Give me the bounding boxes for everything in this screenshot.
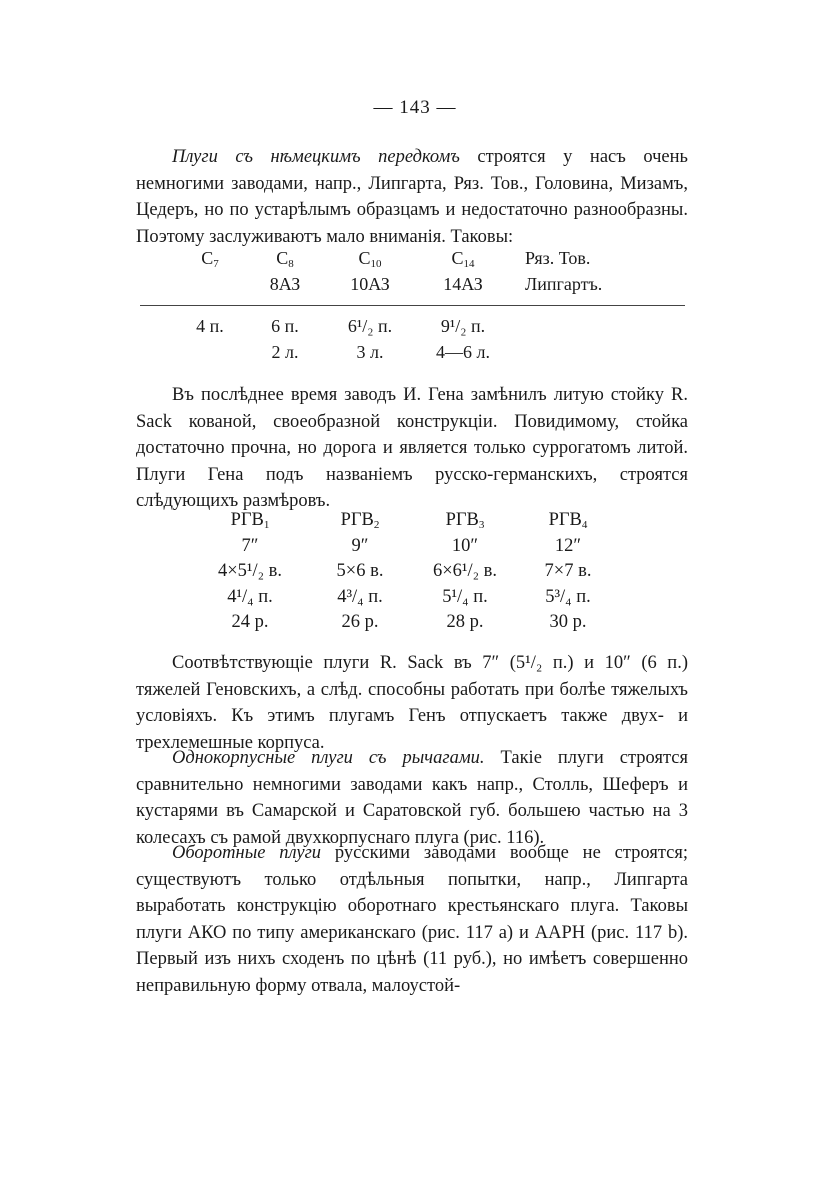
table-cell: 28 р.: [446, 612, 484, 632]
table-cell: 6×6¹/₂ в.: [432, 561, 498, 581]
table-header-cell: $РГВ_3$: [445, 510, 485, 531]
paragraph-text: Соотвѣтствующіе плуги R. Sack въ 7″ (5¹/₂ п.) и 10″ (6 п.) тяжелей Геновскихъ, а слѣд. способны работать при болѣе тяжелыхъ условіяхъ. Къ этимъ плугамъ Генъ отпускаетъ также двух- и трехлемешные корпуса.: [136, 653, 688, 753]
table-row: [200, 561, 620, 587]
table-cell: 2 л.: [271, 342, 299, 362]
table-header-cell: $РГВ_2$: [340, 510, 380, 531]
table-cell: 5×6 в.: [336, 561, 384, 581]
paragraph-text: Такіе плуги строятся сравнительно немногими заводами какъ напр., Столль, Шеферъ и кустарями въ Самарской и Саратовской губ. большею частью на 3 колесахъ съ рамой двухкорпуснаго плуга (рис. 116).: [136, 748, 688, 848]
paragraph-text: Въ послѣднее время заводъ И. Гена замѣнилъ литую стойку R. Sack кованой, своеобразной конструкціи. Повидимому, стойка достаточно прочна, но дорога и является только суррогатомъ литой. Плуги Гена подъ названіемъ русско-германскихъ, строятся слѣдующихъ размѣровъ.: [136, 385, 688, 511]
paragraph-single-body-plows: [136, 745, 688, 851]
italic-heading: Оборотные плуги: [172, 843, 322, 863]
plow-models-table: [160, 248, 680, 300]
italic-heading: Однокорпусные плуги съ рычагами.: [172, 748, 485, 768]
table-row: [200, 536, 620, 562]
table-cell: 10АЗ: [350, 274, 390, 294]
paragraph-gena-plow: [136, 382, 688, 515]
paragraph-rsack-comparison: [136, 650, 688, 756]
table-cell: 9¹/₂ п.: [440, 316, 486, 336]
paragraph-german-forecarriage: [136, 144, 688, 250]
table-row: [200, 587, 620, 613]
table-row: [200, 612, 620, 638]
table-cell: Липгартъ.: [525, 274, 603, 294]
table-cell: 8АЗ: [269, 274, 301, 294]
paragraph-text: русскими заводами вообще не строятся; существуютъ только отдѣльныя попытки, напр., Липгарта выработать конструкцію оборотнаго крестьянскаго плуга. Таковы плуги АКО по типу американскаго (рис. 117 а) и ААРН (рис. 117 b). Первый изъ нихъ сходенъ по цѣнѣ (11 руб.), но имѣетъ совершенно неправильную форму отвала, малоустой-: [136, 843, 688, 996]
table-header-cell: $C_8$: [276, 248, 294, 270]
table-cell: 26 р.: [341, 612, 379, 632]
table-row: [160, 274, 680, 300]
table-cell: 7″: [241, 535, 259, 556]
table-cell: 24 р.: [231, 612, 269, 632]
table-cell: 14АЗ: [443, 274, 483, 294]
table-header-row: [160, 248, 680, 274]
table-cell: 5³/₄ п.: [545, 586, 591, 607]
table-cell: 6¹/₂ п.: [347, 316, 393, 336]
table-cell: 9″: [351, 535, 369, 556]
table-cell: 4—6 л.: [436, 342, 490, 362]
table-cell: 4³/₄ п.: [337, 586, 383, 607]
table-cell: 4 п.: [196, 316, 224, 336]
paragraph-text: строятся у насъ очень немногими заводами, напр., Липгарта, Ряз. Тов., Головина, Мизамъ, Цедеръ, но по устарѣлымъ образцамъ и недостаточно разнообразны. Поэтому заслуживаютъ мало вниманія. Таковы:: [136, 147, 688, 247]
table-header-cell: $РГВ_1$: [230, 510, 270, 531]
table-cell: 12″: [554, 535, 582, 556]
paragraph-reversible-plows: [136, 840, 688, 999]
table-header-cell: $C_{10}$: [358, 248, 382, 270]
table-cell: 30 р.: [549, 612, 587, 632]
table-divider: [140, 305, 685, 306]
page-number: — 143 —: [373, 97, 457, 118]
plow-models-table-values: [160, 316, 680, 368]
rgv-sizes-table: [200, 510, 620, 638]
table-cell: 7×7 в.: [544, 561, 592, 581]
table-header-cell: Ряз. Тов.: [525, 248, 591, 268]
table-header-cell: $C_7$: [201, 248, 219, 270]
table-header-row: [200, 510, 620, 536]
table-cell: 5¹/₄ п.: [442, 586, 488, 607]
table-cell: 10″: [451, 535, 479, 556]
table-cell: 6 п.: [271, 316, 299, 336]
table-row: [160, 316, 680, 342]
table-cell: 4¹/₄ п.: [227, 586, 273, 607]
table-header-cell: $РГВ_4$: [548, 510, 588, 531]
table-header-cell: $C_{14}$: [451, 248, 475, 270]
table-cell: 4×5¹/₂ в.: [217, 561, 283, 581]
table-cell: 3 л.: [356, 342, 384, 362]
table-row: [160, 342, 680, 368]
italic-heading: Плуги съ нѣмецкимъ передкомъ: [172, 147, 460, 167]
